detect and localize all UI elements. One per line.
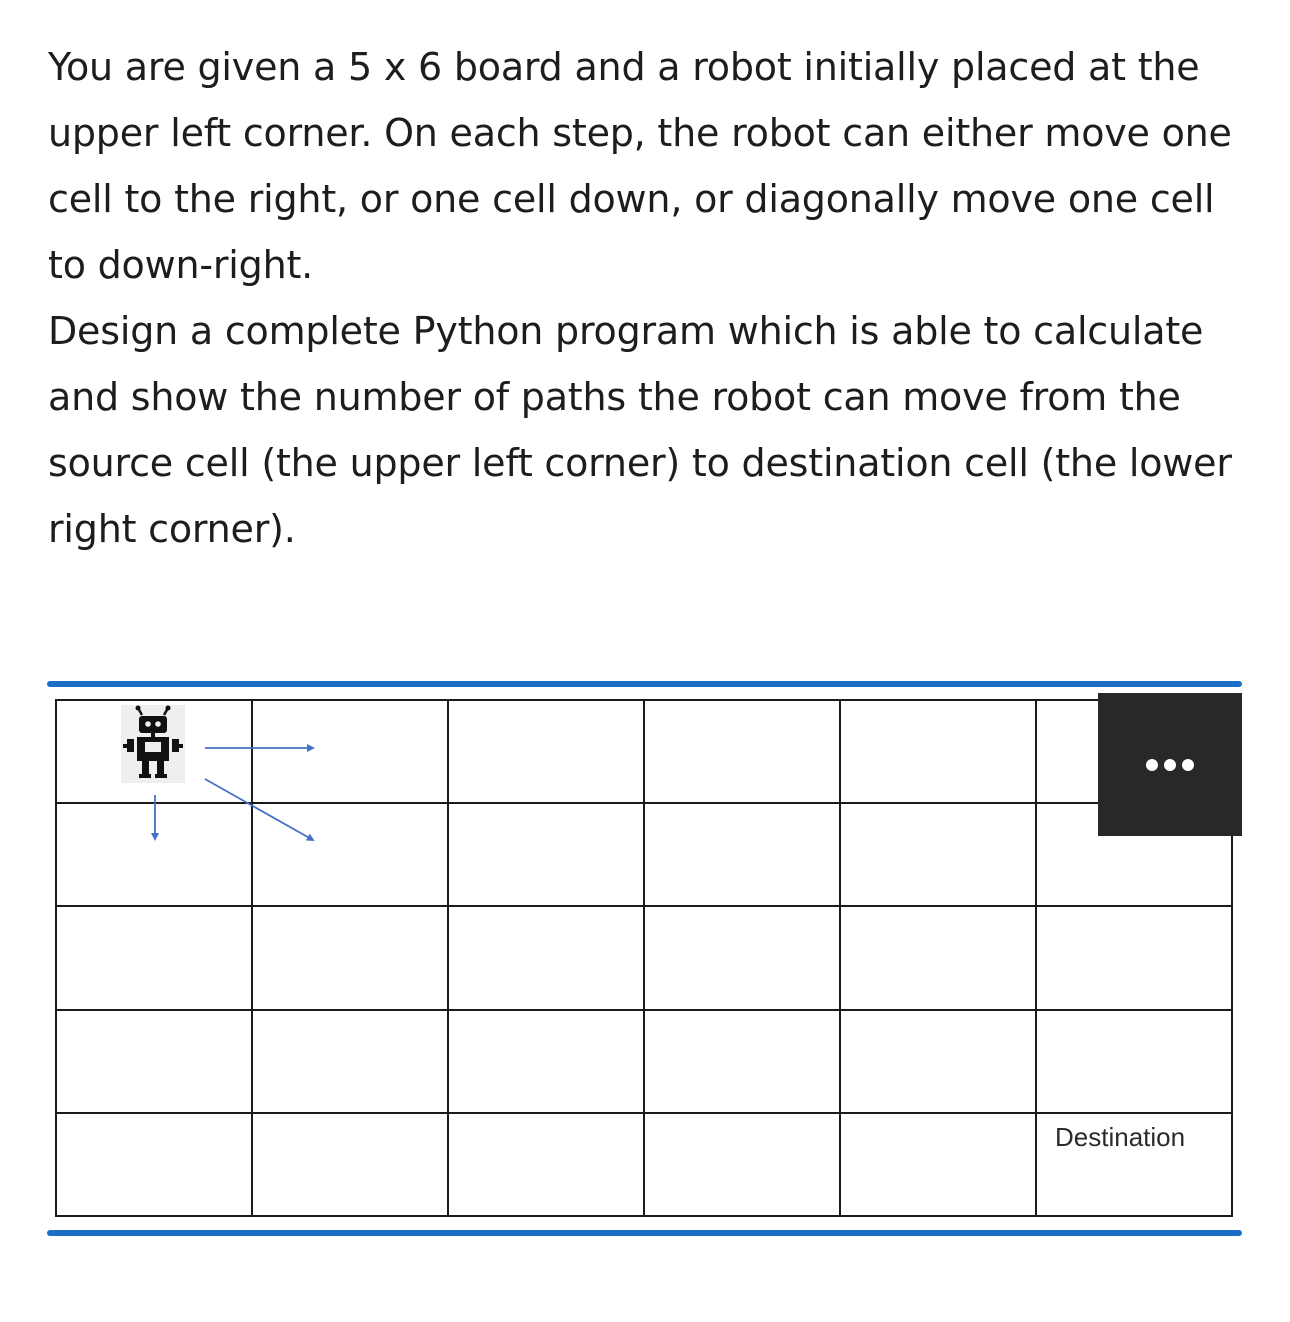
board-cell [840, 906, 1036, 1009]
board-cell [56, 1113, 252, 1216]
board-row [56, 906, 1232, 1009]
board-row [56, 700, 1232, 803]
board-cell [252, 906, 448, 1009]
board-cell [644, 1010, 840, 1113]
figure-bottom-rule [47, 1230, 1242, 1236]
board-cell [1036, 1010, 1232, 1113]
board-cell [252, 803, 448, 906]
board-cell [644, 906, 840, 1009]
board-cell [252, 1113, 448, 1216]
board-cell [252, 1010, 448, 1113]
board-cell [448, 803, 644, 906]
question-paragraph-2: Design a complete Python program which is able to calculate and show the number of paths the robot can move from the source cell (the upper left corner) to destination cell (the lower right corner). [48, 309, 1232, 551]
board-cell [56, 1010, 252, 1113]
board-grid [55, 699, 1233, 1217]
more-options-icon [1146, 759, 1158, 771]
figure-top-rule [47, 681, 1242, 687]
board-row [56, 1113, 1232, 1216]
board-cell [644, 803, 840, 906]
board-cell [840, 700, 1036, 803]
board-cell [448, 700, 644, 803]
board-cell [840, 1113, 1036, 1216]
board-cell [56, 803, 252, 906]
board-cell-source [56, 700, 252, 803]
board-cell [644, 700, 840, 803]
question-paragraph-1: You are given a 5 x 6 board and a robot initially placed at the upper left corner. On each step, the robot can either move one cell to the right, or one cell down, or diagonally move one cell to down-right. [48, 45, 1232, 287]
more-options-button[interactable] [1098, 693, 1242, 836]
question-text [48, 34, 1248, 562]
board-cell [252, 700, 448, 803]
more-options-icon [1182, 759, 1194, 771]
board-cell [840, 803, 1036, 906]
board-cell-destination [1036, 1113, 1232, 1216]
board-cell [448, 1010, 644, 1113]
board-row [56, 803, 1232, 906]
more-options-icon [1164, 759, 1176, 771]
board-cell [1036, 906, 1232, 1009]
board-cell [448, 906, 644, 1009]
destination-label: Destination [1055, 1121, 1186, 1152]
board-cell [56, 906, 252, 1009]
board-figure [47, 681, 1242, 1237]
board-cell [840, 1010, 1036, 1113]
board-cell [448, 1113, 644, 1216]
board-row [56, 1010, 1232, 1113]
board-cell [644, 1113, 840, 1216]
